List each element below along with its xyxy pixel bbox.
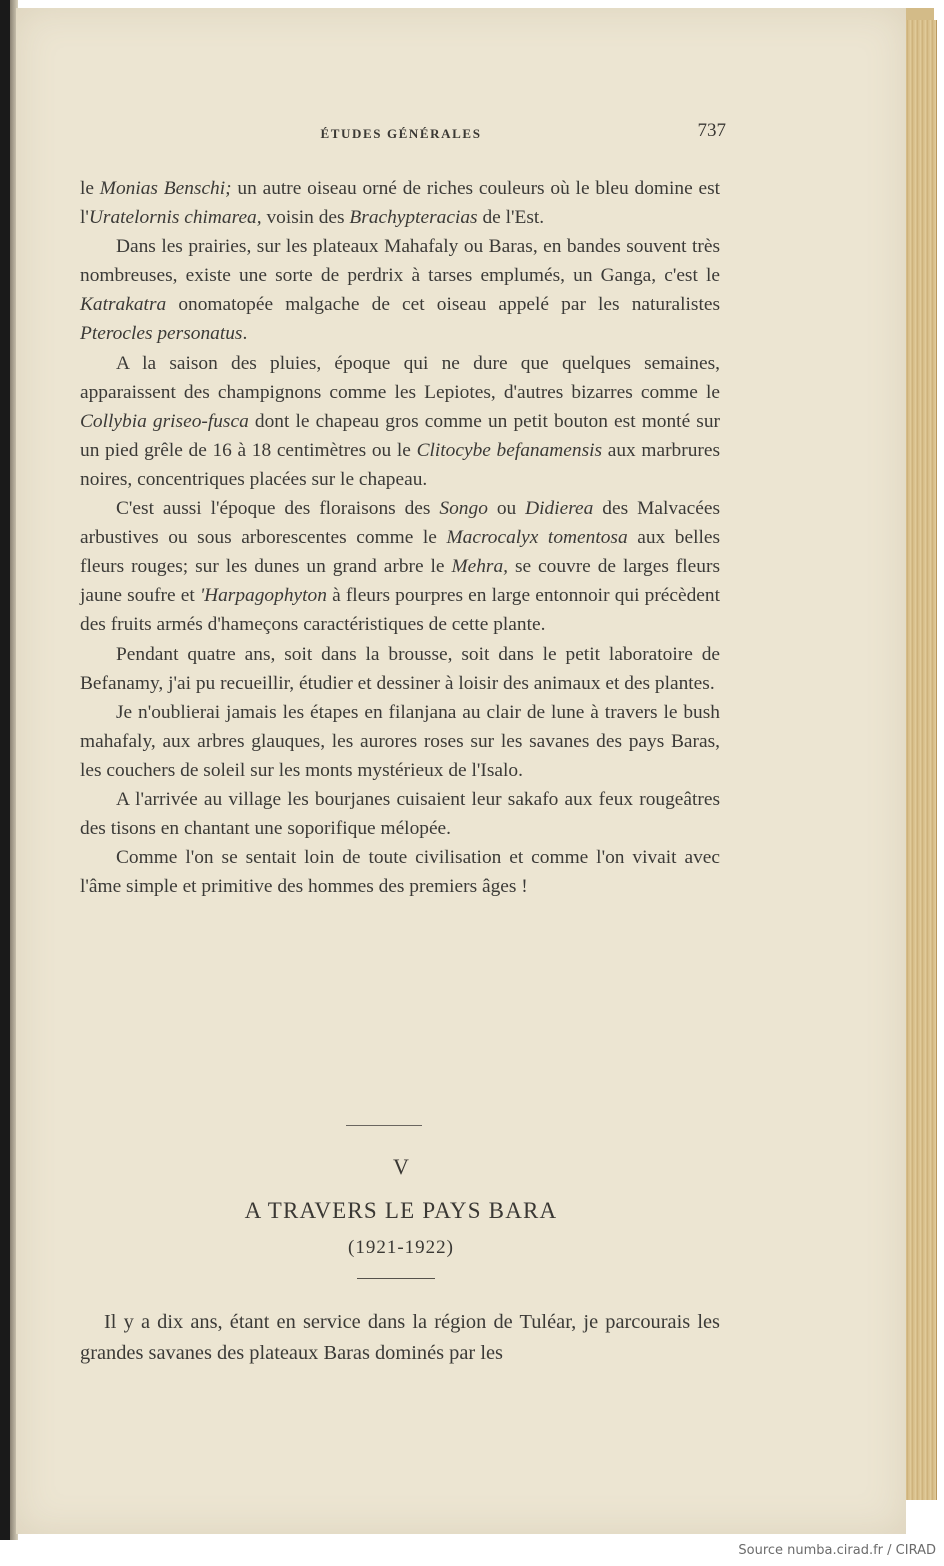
text-run: Comme l'on se sentait loin de toute civilisation et comme l'on vivait avec l'âme simple et primitive des hommes des premiers âges ! (80, 847, 720, 898)
italic-term: Brachypteracias (349, 207, 478, 229)
paragraph (80, 785, 720, 843)
italic-term: Uratelornis chimarea, (88, 207, 262, 229)
binding-edge (0, 0, 10, 1540)
paragraph (80, 494, 720, 639)
section-number: V (393, 1154, 409, 1179)
running-title: ÉTUDES GÉNÉRALES (320, 126, 482, 141)
text-run: A l'arrivée au village les bourjanes cuisaient leur sakafo aux feux rougeâtres des tisons en chantant une soporifique mélopée. (80, 788, 720, 840)
text-run: onomatopée malgache de cet oiseau appelé par les naturalistes (166, 294, 720, 316)
text-run: . (242, 323, 248, 345)
book-page (16, 8, 906, 1534)
text-run: ou (487, 498, 526, 520)
italic-term: 'Harpagophyton (199, 585, 327, 607)
text-run: voisin des (261, 207, 350, 229)
paragraph (80, 232, 720, 348)
text-run: se couvre de larges fleurs jaune soufre et (80, 556, 720, 607)
italic-term: Pterocles personatus (80, 323, 243, 345)
text-run: un autre oiseau orné de riches couleurs où le bleu domine est l' (80, 178, 721, 229)
paragraph (80, 640, 720, 698)
italic-term: Katrakatra (80, 294, 167, 316)
italic-term: Monias Benschi; (99, 178, 232, 199)
text-run: C'est aussi l'époque des floraisons des (116, 498, 440, 520)
text-run: Il y a dix ans, étant en service dans la région de Tuléar, je parcourais les grandes savanes des plateaux Baras dominés par les (80, 1311, 720, 1364)
page-stack-edge (904, 20, 937, 1500)
italic-term: Clitocybe befanamensis (416, 439, 603, 461)
section-body-text (80, 1307, 720, 1369)
italic-term: Didierea (525, 498, 594, 520)
text-run: Pendant quatre ans, soit dans la brousse, soit dans le petit laboratoire de Befanamy, j'ai pu recueillir, étudier et dessiner à loisir des animaux et des plantes. (80, 643, 720, 694)
body-text (80, 174, 720, 901)
title-rule (357, 1278, 435, 1279)
text-run: aux belles fleurs rouges; sur les dunes un grand arbre le (80, 527, 720, 578)
paragraph (80, 843, 720, 901)
paragraph (80, 1307, 720, 1369)
section-separator (346, 1125, 422, 1126)
text-run: des Malvacées arbustives ou sous arborescentes comme le (80, 498, 720, 549)
italic-term: Mehra, (451, 556, 509, 578)
paragraph (80, 349, 720, 494)
text-run: Je n'oublierai jamais les étapes en filanjana au clair de lune à travers le bush mahafaly, aux arbres glauques, les aurores roses sur les savanes des pays Baras, les couchers de soleil sur les monts mystérieux de l'Isalo. (80, 701, 720, 781)
text-run: à fleurs pourpres en large entonnoir qui précèdent des fruits armés d'hameçons caractéristiques de cette plante. (80, 585, 720, 636)
text-run: le (80, 178, 100, 199)
italic-term: Songo (439, 498, 488, 520)
section-title: A TRAVERS LE PAYS BARA (244, 1198, 558, 1223)
paragraph (80, 698, 720, 785)
text-run: dont le chapeau gros comme un petit bouton est monté sur un pied grêle de 16 à 18 centimètres ou le (80, 410, 720, 461)
text-run: Dans les prairies, sur les plateaux Mahafaly ou Baras, en bandes souvent très nombreuses, existe une sorte de perdrix à tarses emplumés, un Ganga, c'est le (80, 236, 720, 287)
text-run: A la saison des pluies, époque qui ne dure que quelques semaines, apparaissent des champignons comme les Lepiotes, d'autres bizarres comme le (80, 352, 720, 403)
paragraph (80, 174, 720, 232)
text-run: aux marbrures noires, concentriques placées sur le chapeau. (80, 439, 721, 490)
italic-term: Macrocalyx tomentosa (446, 527, 628, 549)
section-dates: (1921-1922) (348, 1237, 454, 1258)
italic-term: Collybia griseo-fusca (80, 410, 249, 432)
source-caption: Source numba.cirad.fr / CIRAD (738, 1543, 936, 1558)
running-head (76, 120, 726, 150)
page-number: 737 (697, 120, 726, 141)
text-run: de l'Est. (477, 207, 545, 229)
